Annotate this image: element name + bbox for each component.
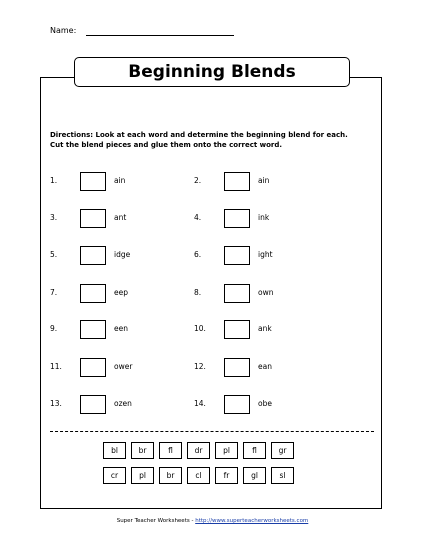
- item-number: 11.: [50, 362, 62, 371]
- item-number: 7.: [50, 288, 58, 297]
- footer: [0, 518, 425, 524]
- blend-piece[interactable]: dr: [187, 442, 210, 459]
- blend-answer-box[interactable]: [80, 209, 106, 228]
- item-number: 8.: [194, 288, 202, 297]
- blend-piece[interactable]: pl: [215, 442, 238, 459]
- item-number: 3.: [50, 213, 58, 222]
- directions-line-1: Directions: Look at each word and determine the beginning blend for each.: [50, 131, 348, 139]
- blend-answer-box[interactable]: [80, 284, 106, 303]
- blend-piece[interactable]: cr: [103, 467, 126, 484]
- blend-answer-box[interactable]: [224, 246, 250, 265]
- blend-piece[interactable]: fl: [159, 442, 182, 459]
- blend-answer-box[interactable]: [224, 395, 250, 414]
- title-box: Beginning Blends: [74, 57, 350, 87]
- word-ending: ain: [258, 176, 270, 185]
- item-number: 12.: [194, 362, 206, 371]
- blend-answer-box[interactable]: [224, 284, 250, 303]
- blend-answer-box[interactable]: [224, 209, 250, 228]
- blend-piece[interactable]: br: [159, 467, 182, 484]
- item-number: 5.: [50, 250, 58, 259]
- item-number: 9.: [50, 324, 58, 333]
- blend-answer-box[interactable]: [80, 358, 106, 377]
- item-number: 10.: [194, 324, 206, 333]
- blend-piece[interactable]: pl: [131, 467, 154, 484]
- blend-answer-box[interactable]: [224, 172, 250, 191]
- blend-piece[interactable]: cl: [187, 467, 210, 484]
- item-number: 2.: [194, 176, 202, 185]
- word-ending: idge: [114, 250, 131, 259]
- blend-piece[interactable]: sl: [271, 467, 294, 484]
- item-number: 1.: [50, 176, 58, 185]
- blend-answer-box[interactable]: [80, 246, 106, 265]
- directions: [50, 130, 380, 150]
- word-ending: eep: [114, 288, 128, 297]
- item-number: 6.: [194, 250, 202, 259]
- word-ending: ozen: [114, 399, 132, 408]
- directions-line-2: Cut the blend pieces and glue them onto the correct word.: [50, 141, 283, 149]
- word-ending: own: [258, 288, 274, 297]
- word-ending: ant: [114, 213, 127, 222]
- cut-line: [50, 431, 374, 432]
- blend-piece[interactable]: gl: [243, 467, 266, 484]
- blend-piece[interactable]: br: [131, 442, 154, 459]
- pieces-row-2: [103, 467, 323, 484]
- blend-piece[interactable]: gr: [271, 442, 294, 459]
- blend-answer-box[interactable]: [224, 320, 250, 339]
- word-ending: ight: [258, 250, 273, 259]
- blend-piece[interactable]: fl: [243, 442, 266, 459]
- blend-answer-box[interactable]: [80, 172, 106, 191]
- item-number: 13.: [50, 399, 62, 408]
- pieces-row-1: [103, 442, 323, 459]
- word-ending: ower: [114, 362, 133, 371]
- word-ending: ank: [258, 324, 272, 333]
- item-number: 14.: [194, 399, 206, 408]
- word-ending: ink: [258, 213, 270, 222]
- word-ending: een: [114, 324, 128, 333]
- name-line: [86, 35, 234, 36]
- word-ending: obe: [258, 399, 272, 408]
- footer-text: Super Teacher Worksheets -: [116, 518, 196, 524]
- blend-piece[interactable]: fr: [215, 467, 238, 484]
- footer-link[interactable]: http://www.superteacherworksheets.com: [195, 518, 309, 524]
- blend-piece[interactable]: bl: [103, 442, 126, 459]
- name-label: Name:: [50, 26, 77, 35]
- item-number: 4.: [194, 213, 202, 222]
- blend-answer-box[interactable]: [80, 320, 106, 339]
- blend-pieces: [103, 442, 323, 492]
- blend-answer-box[interactable]: [224, 358, 250, 377]
- blend-answer-box[interactable]: [80, 395, 106, 414]
- word-ending: ain: [114, 176, 126, 185]
- word-ending: ean: [258, 362, 272, 371]
